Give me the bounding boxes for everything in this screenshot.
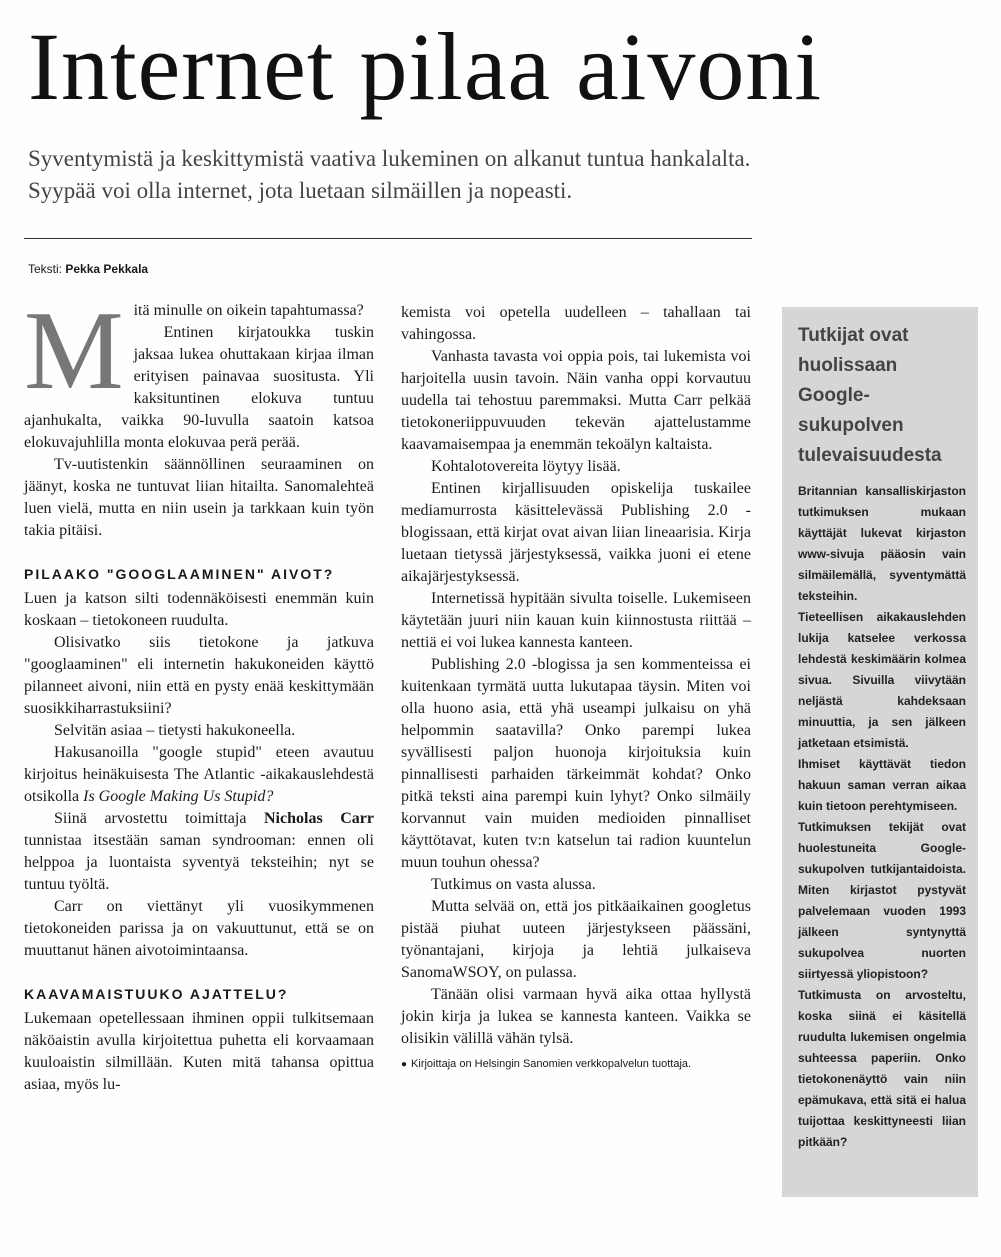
body-paragraph: Vanhasta tavasta voi oppia pois, tai lukemista voi harjoitella uusin tavoin. Näin vanha oppi korvautuu uudella tai tehostuu paremmaksi. Mutta Carr pelkää tietokoneriippuvuuden tekevän ajattelustamme kaavamaisempaa ja enemmän tekoälyn kaltaista. <box>401 348 751 453</box>
body-paragraph <box>24 808 374 896</box>
subheading: PILAAKO "GOOGLAAMINEN" AIVOT? <box>24 566 335 582</box>
byline <box>28 262 148 276</box>
body-paragraph: Entinen kirjatoukka tuskin jaksaa lukea ohuttakaan kirjaa ilman erityisen painavaa suositusta. Yli kaksituntinen elokuva tuntuu ajanhukalta, vaikka 90-luvulla saatoin katsoa elokuvajuhlilla monta elokuvaa perä perää. <box>24 324 374 451</box>
body-paragraph: Lukemaan opetellessaan ihminen oppii tulkitsemaan näköaistin avulla kirjoitettua puhetta eli korvaamaan kuuloaistin silmillään. Kuten mitä tahansa opittua asiaa, myös lu- <box>24 1010 374 1093</box>
body-paragraph: Olisivatko siis tietokone ja jatkuva "googlaaminen" eli internetin hakukoneiden käyttö pilanneet aivoni, niin että en pysty enää keskittymään suosikkiharrastuksiini? <box>24 634 374 717</box>
sidebar-title: Tutkijat ovat huolissaan Google-sukupolven tulevaisuudesta <box>798 325 942 466</box>
article-column-2 <box>401 302 751 1073</box>
person-name: Nicholas Carr <box>264 810 374 827</box>
byline-label: Teksti: <box>28 262 63 276</box>
body-paragraph: Tänään olisi varmaan hyvä aika ottaa hyllystä jokin kirja ja lukea se kannesta kanteen. Vaikka se olisikin välillä vähän tylsä. <box>401 986 751 1047</box>
sidebar-paragraph: Tieteellisen aikakauslehden lukija katselee verkossa lehdestä keskimäärin kolmea sivua. Sivuilla viivytään neljästä kahdeksaan minuuttia, ja sen jälkeen jatketaan etsimistä. <box>798 610 966 750</box>
body-paragraph: Kohtalotovereita löytyy lisää. <box>431 458 621 475</box>
drop-cap: M <box>24 289 124 413</box>
body-text: Hakusanoilla "google stupid" eteen avautuu kirjoitus heinäkuisesta The Atlantic -aikakauslehdestä otsikolla <box>24 744 374 805</box>
body-paragraph: Entinen kirjallisuuden opiskelija tuskailee mediamurrosta käsittelevässä Publishing 2.0 -blogissaan, että kirjat ovat aivan liian lineaarisia. Kirja luetaan tietyssä järjestyksessä, vaikka juoni ei etene aikajärjestyksessä. <box>401 480 751 585</box>
sidebar-paragraph: Britannian kansalliskirjaston tutkimuksen mukaan käyttäjät lukevat kirjaston www-sivuja pääosin vain silmäilemällä, syventymättä teksteihin. <box>798 484 966 603</box>
divider <box>24 238 752 239</box>
body-paragraph: Publishing 2.0 -blogissa ja sen kommenteissa ei kuitenkaan tyrmätä uutta lukutapaa täysin. Miten voi olla huono asia, että yhä useampi julkaisu on yhä helpommin saatavilla? Onko parempi lukea syvällisesti paljon huonoja kirjoituksia kuin pinnallisesti parhaiden tärkeimmät kohdat? Onko pitkä teksti aina parempi kuin lyhyt? Onko silmäily korvannut vain muiden medioiden pinnalliset käyttötavat, kuten tv:n katselun tai radion kuuntelun muun touhun ohessa? <box>401 656 751 871</box>
headline: Internet pilaa aivoni <box>28 13 823 120</box>
body-paragraph: kemista voi opetella uudelleen – tahallaan tai vahingossa. <box>401 304 751 343</box>
sidebar-paragraph: Ihmiset käyttävät tiedon hakuun saman verran aikaa kuin tietoon perehtymiseen. <box>798 757 966 813</box>
subheading: KAAVAMAISTUUKO AJATTELU? <box>24 986 289 1002</box>
footnote-text: Kirjoittaja on Helsingin Sanomien verkkopalvelun tuottaja. <box>411 1058 692 1070</box>
body-text: tunnistaa itsestään saman syndrooman: ennen oli helppoa ja luontaista syventyä teksteihin; nyt se tuntuu työltä. <box>24 832 374 893</box>
sidebar-box <box>782 307 978 1197</box>
body-text: Siinä arvostettu toimittaja <box>54 810 247 827</box>
article-column-1 <box>24 289 374 1096</box>
body-paragraph: Luen ja katson silti todennäköisesti enemmän kuin koskaan – tietokoneen ruudulta. <box>24 590 374 629</box>
article-title: Is Google Making Us Stupid? <box>83 788 274 805</box>
body-paragraph: Carr on viettänyt yli vuosikymmenen tietokoneiden parissa ja on vakuuttunut, että se on muuttanut hänen aivotoimintaansa. <box>24 898 374 959</box>
author-footnote <box>401 1056 751 1073</box>
opening-text: itä minulle on oikein tapahtumassa? <box>133 302 364 319</box>
bullet-icon: ● <box>401 1059 408 1070</box>
lead-paragraph: Syventymistä ja keskittymistä vaativa lukeminen on alkanut tuntua hankalalta. Syypää voi olla internet, jota luetaan silmäillen ja nopeasti. <box>28 146 751 203</box>
body-paragraph: Tv-uutistenkin säännöllinen seuraaminen on jäänyt, koska ne tuntuvat liian hitailta. Sanomalehteä luen vielä, mutta en niin usein ja tarkkaan kuin työn takia pitäisi. <box>24 456 374 539</box>
sidebar-paragraph: Tutkimusta on arvosteltu, koska siinä ei käsitellä ruudulta lukemisen ongelmia suhteessa paperiin. Onko tietokonenäyttö vain niin epämukava, että sitä ei halua tuijottaa keskittyneesti liian pitkään? <box>798 988 966 1149</box>
body-paragraph <box>24 742 374 808</box>
body-paragraph: Internetissä hypitään sivulta toiselle. Lukemiseen käytetään juuri niin kauan kuin kiinnostusta riittää – nettiä ei voi lukea kannesta kanteen. <box>401 590 751 651</box>
body-paragraph: Tutkimus on vasta alussa. <box>431 876 596 893</box>
body-paragraph: Mutta selvää on, että jos pitkäaikainen googletus pistää piuhat uuteen järjestykseen päässäni, työnantajani, kirjoja ja lehtiä julkaiseva SanomaWSOY, on pulassa. <box>401 898 751 981</box>
byline-author: Pekka Pekkala <box>65 262 149 276</box>
body-paragraph: Selvitän asiaa – tietysti hakukoneella. <box>54 722 296 739</box>
sidebar-paragraph: Tutkimuksen tekijät ovat huolestuneita Google-sukupolven tutkijantaidoista. Miten kirjastot pystyvät palvelemaan vuoden 1993 jälkeen syntynyttä sukupolvea nuorten siirtyessä yliopistoon? <box>798 820 966 981</box>
